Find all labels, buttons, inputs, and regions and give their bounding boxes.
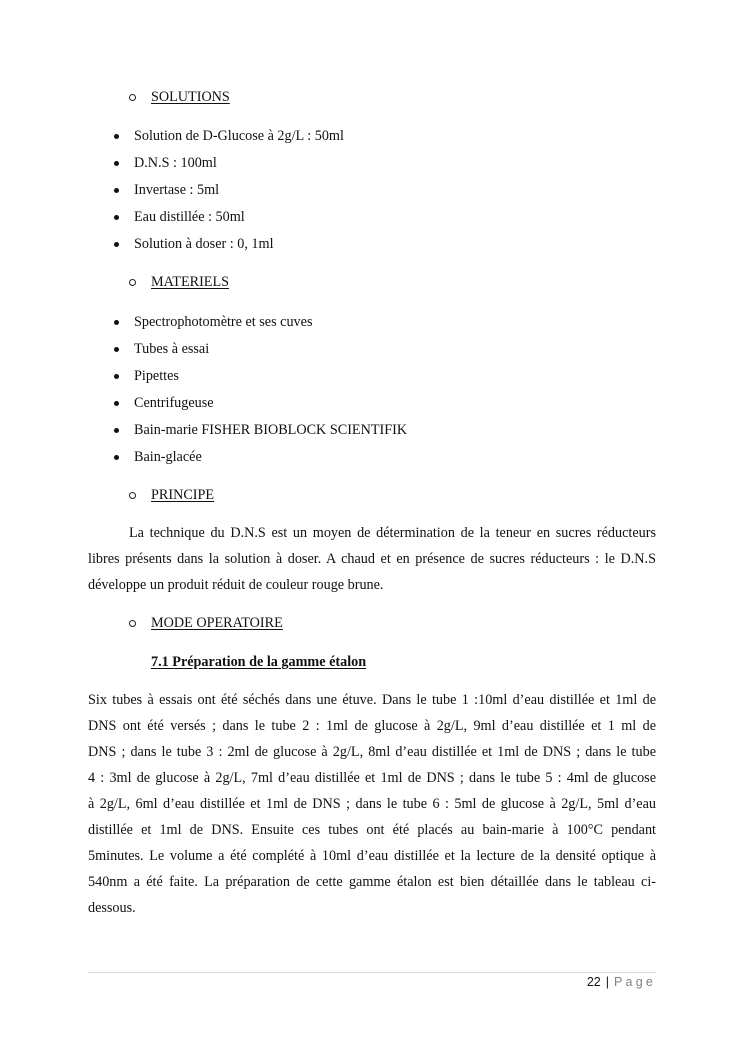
page-label: Page	[614, 975, 656, 989]
circle-bullet-icon	[129, 94, 136, 101]
page-number: 22	[586, 975, 601, 989]
list-item: Spectrophotomètre et ses cuves	[134, 314, 313, 330]
section-heading-solutions: SOLUTIONS	[151, 89, 230, 105]
bullet-icon	[114, 401, 119, 406]
section-heading-principe: PRINCIPE	[151, 487, 215, 503]
paragraph-line: Six tubes à essais ont été séchés dans une étuve. Dans le tube 1 :10ml d’eau distillée et 1ml de	[88, 692, 656, 708]
paragraph-line: 4 : 3ml de glucose à 2g/L, 7ml d’eau distillée et 1ml de DNS ; dans le tube 5 : 4ml de glucose	[88, 770, 656, 786]
paragraph-line: DNS ont été versés ; dans le tube 2 : 1ml de glucose à 2g/L, 9ml d’eau distillée et 1 ml de	[88, 718, 656, 734]
list-item: Pipettes	[134, 368, 179, 384]
bullet-icon	[114, 242, 119, 247]
paragraph-line: distillée et 1ml de DNS. Ensuite ces tubes ont été placés au bain-marie à 100°C pendant	[88, 822, 656, 838]
bullet-icon	[114, 374, 119, 379]
list-item: Bain-marie FISHER BIOBLOCK SCIENTIFIK	[134, 422, 408, 438]
circle-bullet-icon	[129, 492, 136, 499]
paragraph-line: à 2g/L, 6ml d’eau distillée et 1ml de DNS ; dans le tube 6 : 5ml de glucose à 2g/L, 5ml d’eau	[88, 796, 656, 812]
page-footer	[587, 975, 656, 989]
list-item: Eau distillée : 50ml	[134, 209, 245, 225]
bullet-icon	[114, 455, 119, 460]
list-item: Tubes à essai	[134, 341, 210, 357]
list-item: Solution de D-Glucose à 2g/L : 50ml	[134, 128, 344, 144]
bullet-icon	[114, 215, 119, 220]
paragraph-line: DNS ; dans le tube 3 : 2ml de glucose à 2g/L, 8ml d’eau distillée et 1ml de DNS ; dans le tube	[88, 744, 656, 760]
paragraph-line: La technique du D.N.S est un moyen de détermination de la teneur en sucres réducteurs	[129, 525, 656, 541]
list-item: Invertase : 5ml	[134, 182, 220, 198]
list-item: Bain-glacée	[134, 449, 202, 465]
bullet-icon	[114, 188, 119, 193]
bullet-icon	[114, 347, 119, 352]
paragraph-line: dessous.	[88, 900, 136, 916]
list-item: Centrifugeuse	[134, 395, 214, 411]
bullet-icon	[114, 428, 119, 433]
list-item: Solution à doser : 0, 1ml	[134, 236, 274, 252]
bullet-icon	[114, 161, 119, 166]
circle-bullet-icon	[129, 279, 136, 286]
bullet-icon	[114, 320, 119, 325]
circle-bullet-icon	[129, 620, 136, 627]
list-item: D.N.S : 100ml	[134, 155, 217, 171]
bullet-icon	[114, 134, 119, 139]
section-heading-materiels: MATERIELS	[151, 274, 230, 290]
subsection-heading: 7.1 Préparation de la gamme étalon	[151, 654, 367, 670]
paragraph-line: 540nm a été faite. La préparation de cette gamme étalon est bien détaillée dans le tableau ci-	[88, 874, 656, 890]
paragraph-line: libres présents dans la solution à doser. A chaud et en présence de sucres réducteurs : le D.N.S	[88, 551, 656, 567]
footer-separator: |	[605, 975, 609, 989]
paragraph-line: 5minutes. Le volume a été complété à 10ml d’eau distillée et la lecture de la densité optique à	[88, 848, 656, 864]
footer-divider	[88, 972, 656, 973]
paragraph-line: développe un produit réduit de couleur rouge brune.	[88, 577, 384, 593]
section-heading-mode-operatoire: MODE OPERATOIRE	[151, 615, 283, 631]
